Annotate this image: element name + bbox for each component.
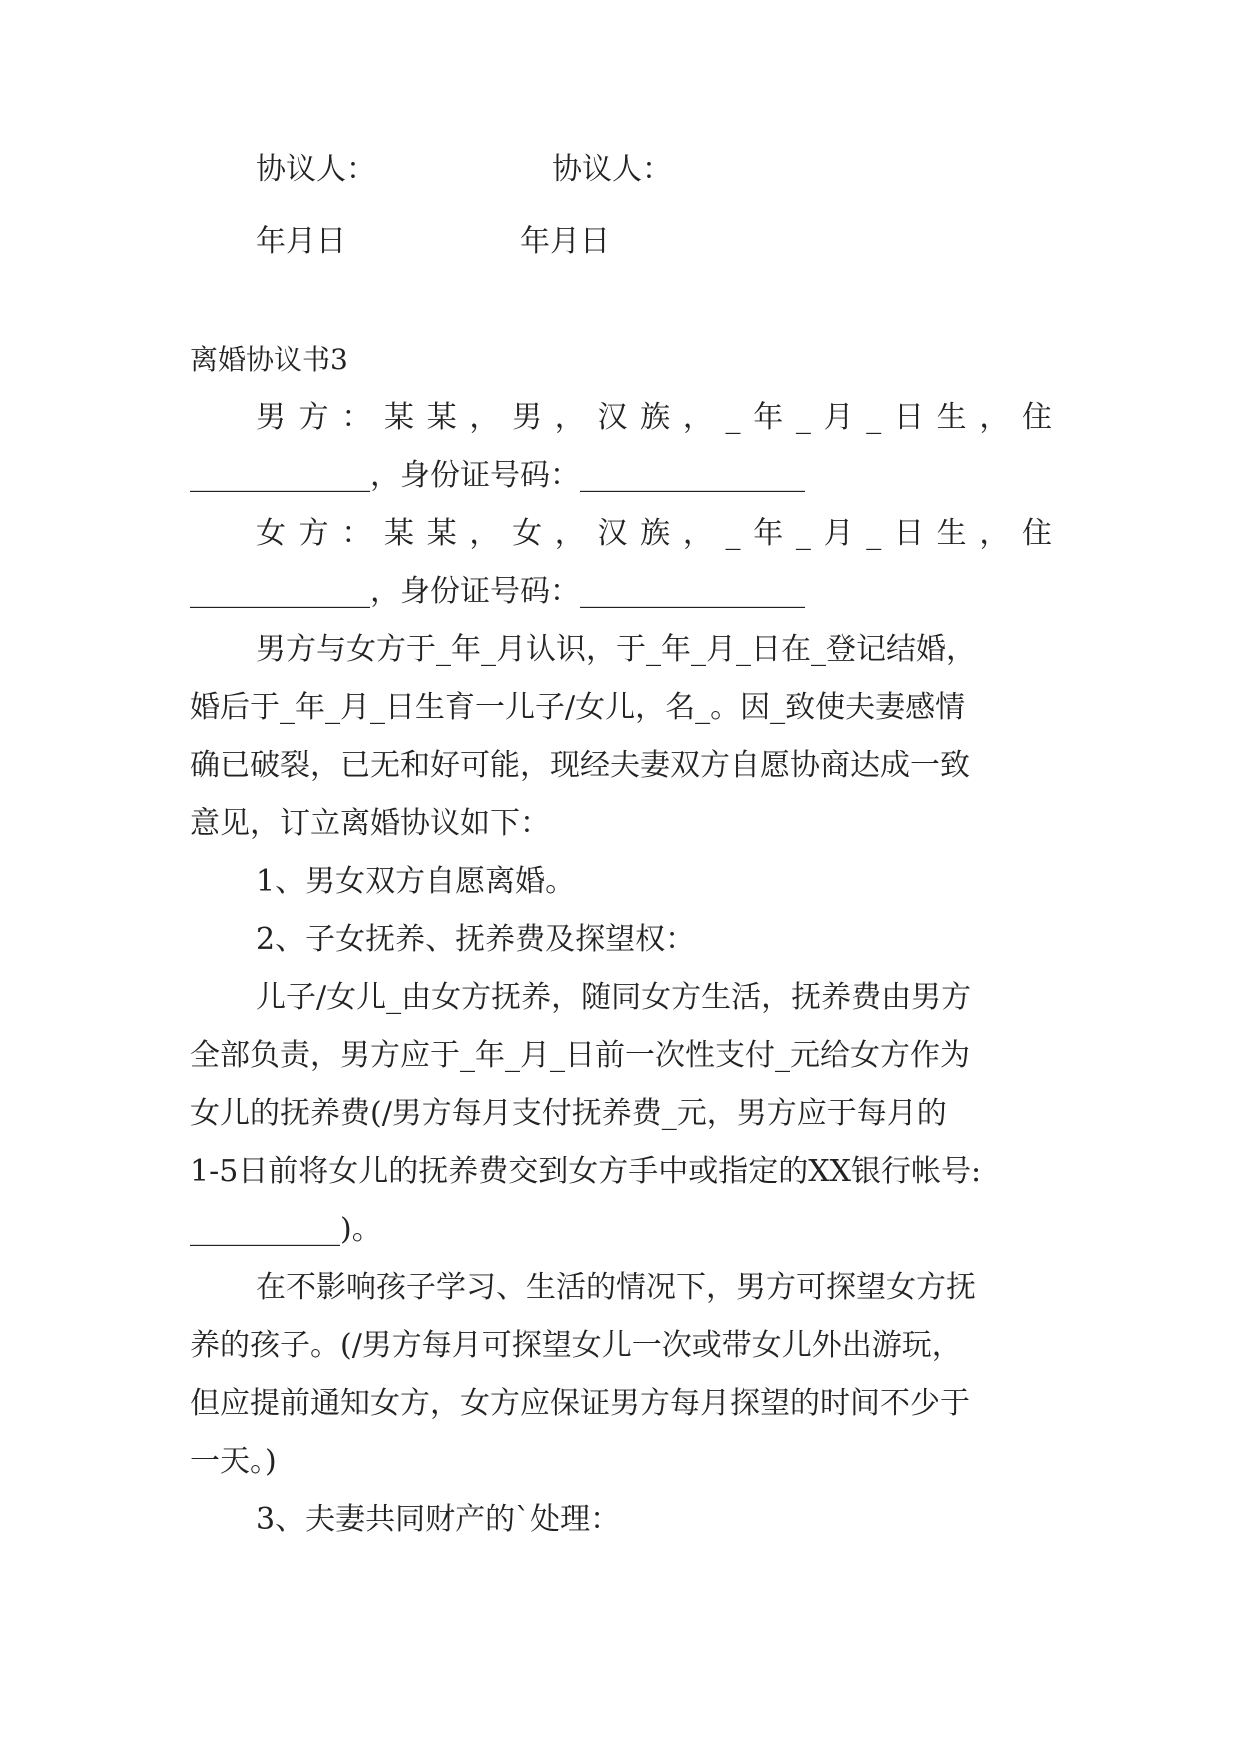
female-info-line-1: 女方：某某，女，汉族，_年_月_日生，住 bbox=[256, 516, 1052, 551]
clause-2: 2、子女抚养、抚养费及探望权： bbox=[256, 922, 696, 957]
visit-line-2: 养的孩子。(/男方每月可探望女儿一次或带女儿外出游玩， bbox=[190, 1328, 962, 1363]
signature-label-right: 协议人： bbox=[552, 152, 672, 187]
intro-line-3: 确已破裂，已无和好可能，现经夫妻双方自愿协商达成一致 bbox=[190, 748, 970, 783]
section-heading: 离婚协议书3 bbox=[190, 343, 348, 376]
visit-line-1: 在不影响孩子学习、生活的情况下，男方可探望女方抚 bbox=[256, 1270, 976, 1305]
intro-line-2: 婚后于_年_月_日生育一儿子/女儿，名_。因_致使夫妻感情 bbox=[190, 690, 966, 725]
visit-line-4: 一天。) bbox=[190, 1444, 277, 1479]
custody-line-2: 全部负责，男方应于_年_月_日前一次性支付_元给女方作为 bbox=[190, 1038, 970, 1073]
visit-line-3: 但应提前通知女方，女方应保证男方每月探望的时间不少于 bbox=[190, 1386, 970, 1421]
custody-line-1: 儿子/女儿_由女方抚养，随同女方生活，抚养费由男方 bbox=[256, 980, 972, 1015]
signature-date-right: 年月日 bbox=[520, 224, 610, 259]
intro-line-4: 意见，订立离婚协议如下： bbox=[190, 806, 550, 841]
signature-label-left: 协议人： bbox=[256, 152, 376, 187]
female-info-line-2: ____________，身份证号码：_______________ bbox=[190, 574, 805, 609]
custody-line-5: __________)。 bbox=[190, 1212, 382, 1247]
male-info-line-1: 男方：某某，男，汉族，_年_月_日生，住 bbox=[256, 400, 1052, 435]
clause-3: 3、夫妻共同财产的`处理： bbox=[256, 1502, 621, 1537]
signature-date-left: 年月日 bbox=[256, 224, 346, 259]
custody-line-3: 女儿的抚养费(/男方每月支付抚养费_元，男方应于每月的 bbox=[190, 1096, 947, 1131]
male-info-line-2: ____________，身份证号码：_______________ bbox=[190, 458, 805, 493]
custody-line-4: 1-5日前将女儿的抚养费交到女方手中或指定的XX银行帐号: bbox=[190, 1154, 982, 1189]
clause-1: 1、男女双方自愿离婚。 bbox=[256, 864, 576, 899]
intro-line-1: 男方与女方于_年_月认识，于_年_月_日在_登记结婚， bbox=[256, 632, 976, 667]
